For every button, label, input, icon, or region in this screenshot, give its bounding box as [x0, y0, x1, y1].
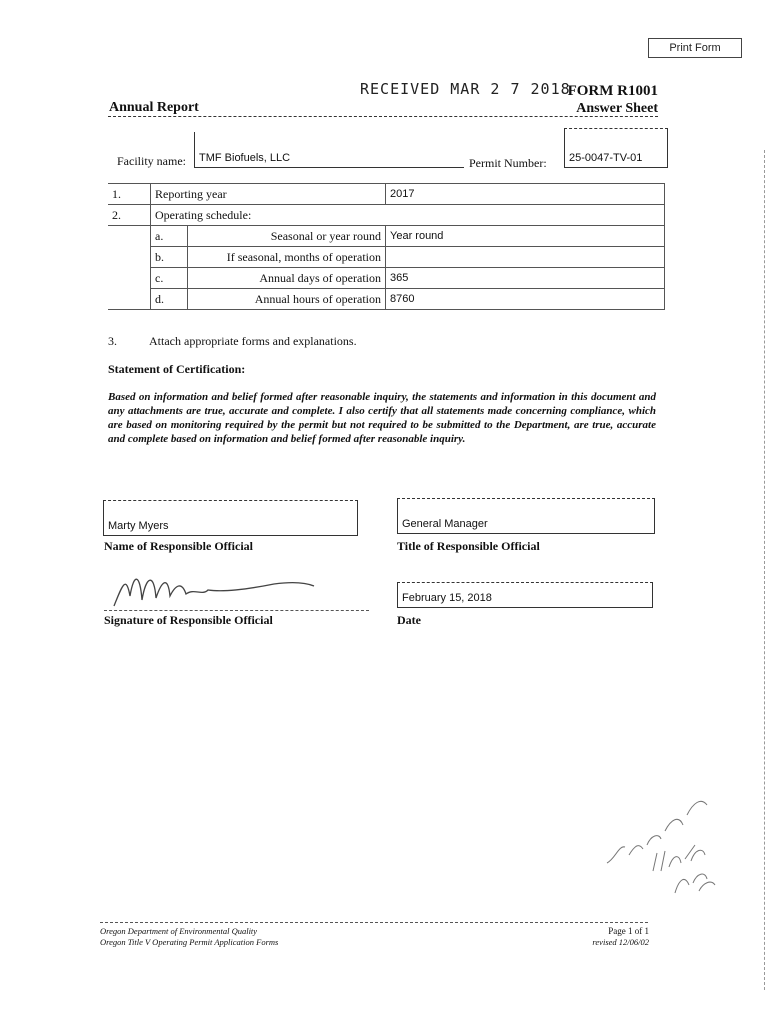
- hours-field[interactable]: 8760: [386, 289, 665, 310]
- footer-forms: Oregon Title V Operating Permit Application Forms: [100, 937, 279, 947]
- official-title-label: Title of Responsible Official: [397, 539, 540, 553]
- header-divider: [108, 116, 658, 117]
- print-form-button[interactable]: Print Form: [648, 38, 742, 58]
- footer-agency: Oregon Department of Environmental Quality: [100, 926, 258, 936]
- footer-revised-date: revised 12/06/02: [592, 937, 649, 947]
- item-3-text: Attach appropriate forms and explanations.: [149, 334, 357, 348]
- facility-name-label: Facility name:: [117, 154, 186, 168]
- item-3: [108, 334, 357, 349]
- sub-item-letter: d.: [151, 289, 188, 310]
- facility-name-field[interactable]: [194, 132, 464, 168]
- table-row: [108, 247, 665, 268]
- scan-edge: [764, 150, 766, 990]
- official-title-value: General Manager: [402, 518, 488, 530]
- permit-number-label: Permit Number:: [469, 156, 547, 170]
- report-title: Annual Report: [109, 100, 199, 115]
- footer-divider: [100, 922, 648, 923]
- official-name-field[interactable]: [103, 500, 358, 536]
- months-label: If seasonal, months of operation: [188, 247, 386, 268]
- official-name-label: Name of Responsible Official: [104, 539, 253, 553]
- answer-sheet-label: Answer Sheet: [576, 101, 658, 116]
- item-number: 1.: [108, 184, 151, 205]
- reporting-year-label: Reporting year: [151, 184, 386, 205]
- table-row: [108, 184, 665, 205]
- table-row: [108, 268, 665, 289]
- footer-page-number: Page 1 of 1: [608, 926, 649, 936]
- operating-schedule-label: Operating schedule:: [151, 205, 665, 226]
- hours-label: Annual hours of operation: [188, 289, 386, 310]
- permit-number-field[interactable]: [564, 128, 668, 168]
- item-number: 2.: [108, 205, 151, 226]
- signature-label: Signature of Responsible Official: [104, 613, 273, 627]
- date-label: Date: [397, 613, 421, 627]
- form-number: FORM R1001: [567, 83, 658, 99]
- sub-item-letter: c.: [151, 268, 188, 289]
- sub-item-letter: a.: [151, 226, 188, 247]
- facility-name-value: TMF Biofuels, LLC: [199, 152, 291, 164]
- seasonal-field[interactable]: Year round: [386, 226, 665, 247]
- reporting-year-field[interactable]: 2017: [386, 184, 665, 205]
- months-field[interactable]: [386, 247, 665, 268]
- table-row: [108, 205, 665, 226]
- days-label: Annual days of operation: [188, 268, 386, 289]
- received-stamp: RECEIVED MAR 2 7 2018: [360, 80, 571, 98]
- sub-item-letter: b.: [151, 247, 188, 268]
- table-row: [108, 289, 665, 310]
- item-number: 3.: [108, 334, 117, 348]
- handwritten-note: [595, 775, 725, 905]
- days-field[interactable]: 365: [386, 268, 665, 289]
- signature-field[interactable]: [104, 566, 369, 611]
- date-field[interactable]: [397, 582, 653, 608]
- table-row: [108, 226, 665, 247]
- certification-heading: Statement of Certification:: [108, 362, 246, 376]
- date-value: February 15, 2018: [402, 592, 492, 604]
- seasonal-label: Seasonal or year round: [188, 226, 386, 247]
- certification-text: Based on information and belief formed after reasonable inquiry, the statements and information in this document and any attachments are true, accurate and complete. I also certify that all statements made concerning compliance, which are based on monitoring required by the permit but not required to be submitted to the Department, are true, accurate and complete based on information and belief formed after reasonable inquiry.: [108, 391, 656, 445]
- official-title-field[interactable]: [397, 498, 655, 534]
- permit-number-value: 25-0047-TV-01: [569, 152, 643, 164]
- official-name-value: Marty Myers: [108, 520, 169, 532]
- signature-mark: [104, 566, 334, 610]
- operating-schedule-table: [108, 183, 665, 310]
